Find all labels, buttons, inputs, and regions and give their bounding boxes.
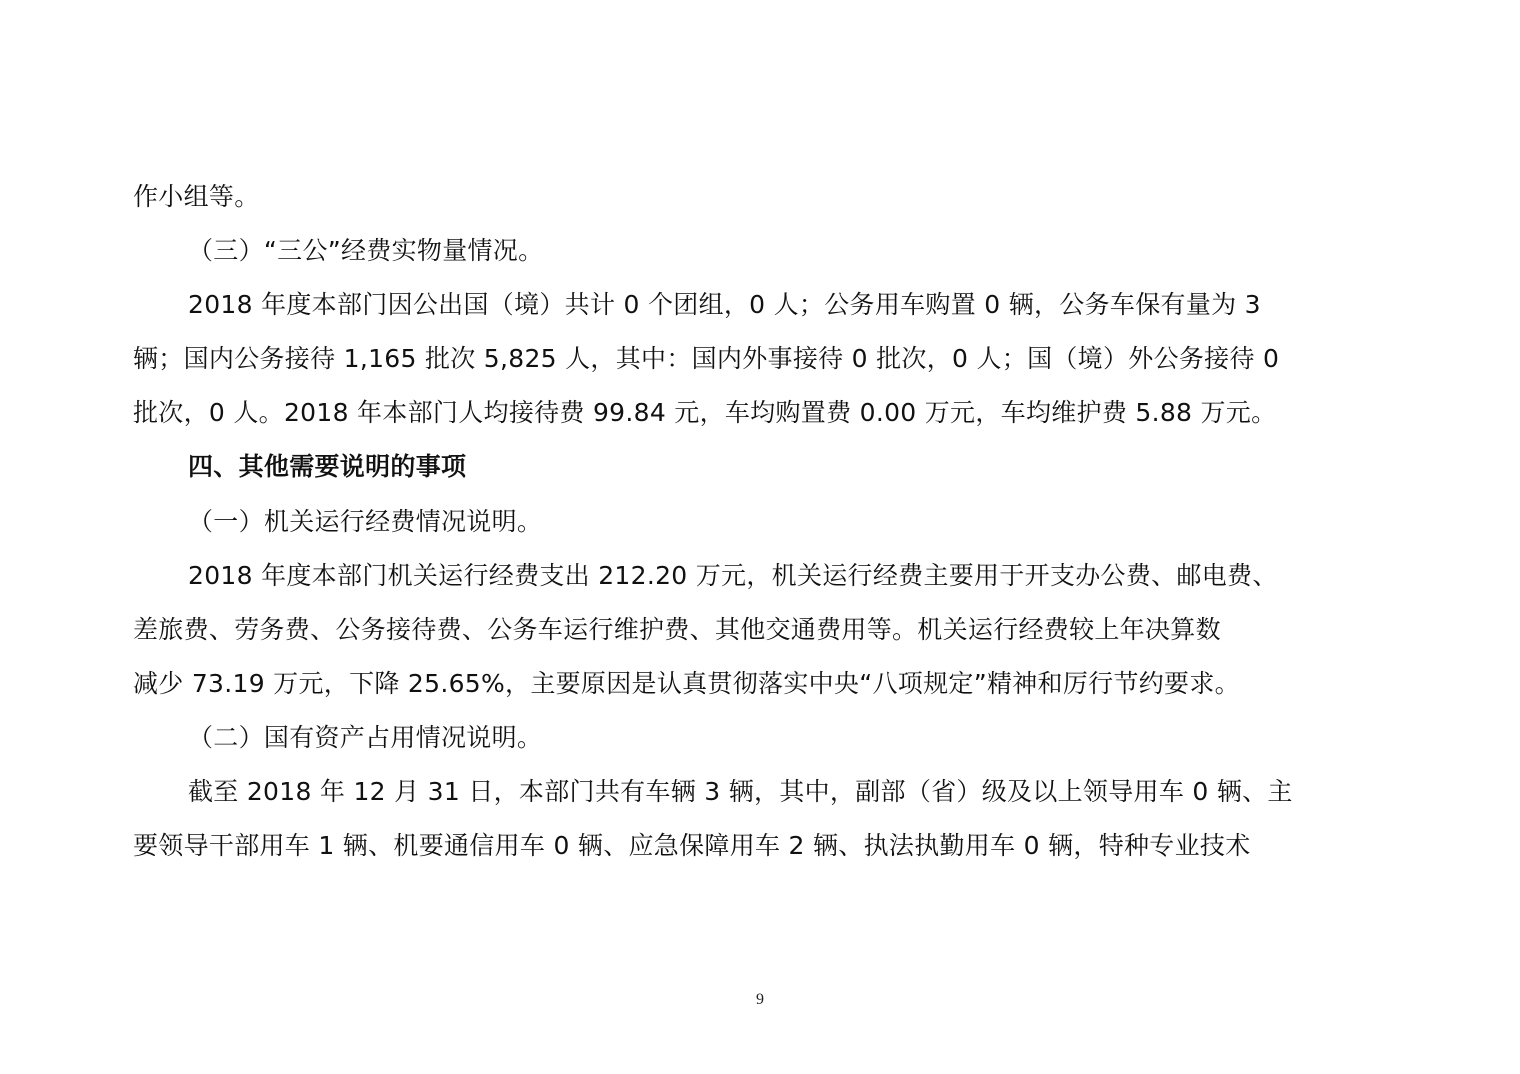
paragraph-line: 要领导干部用车 1 辆、机要通信用车 0 辆、应急保障用车 2 辆、执法执勤用车 0 辆，特种专业技术 [133,831,1251,860]
paragraph-line: 2018 年度本部门因公出国（境）共计 0 个团组，0 人；公务用车购置 0 辆，公务车保有量为 3 [188,290,1261,319]
paragraph-line: 截至 2018 年 12 月 31 日，本部门共有车辆 3 辆，其中，副部（省）级及以上领导用车 0 辆、主 [188,777,1293,806]
paragraph-line: 批次，0 人。2018 年本部门人均接待费 99.84 元，车均购置费 0.00 万元，车均维护费 5.88 万元。 [133,398,1277,427]
paragraph-continuation-line: 作小组等。 [133,182,260,211]
subsection-heading-state-assets: （二）国有资产占用情况说明。 [188,723,543,752]
paragraph-line: 2018 年度本部门机关运行经费支出 212.20 万元，机关运行经费主要用于开支办公费、邮电费、 [188,561,1278,590]
paragraph-line: 减少 73.19 万元，下降 25.65%，主要原因是认真贯彻落实中央“八项规定”精神和厉行节约要求。 [133,669,1240,698]
paragraph-line: 辆；国内公务接待 1,165 批次 5,825 人，其中：国内外事接待 0 批次，0 人；国（境）外公务接待 0 [133,344,1280,373]
paragraph-line: 差旅费、劳务费、公务接待费、公务车运行维护费、其他交通费用等。机关运行经费较上年决算数 [133,615,1221,644]
subsection-heading-sangong-quantity: （三）“三公”经费实物量情况。 [188,236,544,265]
subsection-heading-operating-expenses: （一）机关运行经费情况说明。 [188,507,543,536]
page-number: 9 [756,991,764,1008]
section-heading-other-matters: 四、其他需要说明的事项 [188,452,467,481]
